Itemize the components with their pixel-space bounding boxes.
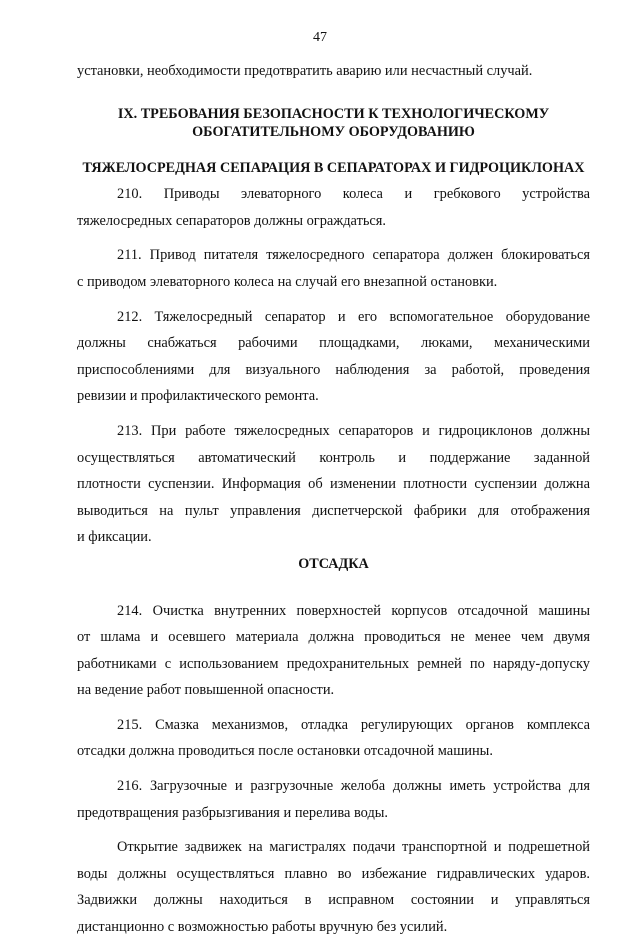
paragraph-line: воды должны осуществляться плавно во избежание гидравлических ударов.	[77, 865, 590, 882]
paragraph-line: плотности суспензии. Информация об изменении плотности суспензии должна	[77, 476, 590, 493]
paragraph-line: ревизии и профилактического ремонта.	[77, 388, 319, 405]
paragraph-line: тяжелосредных сепараторов должны ограждаться.	[77, 212, 387, 229]
paragraph-line: Задвижки должны находиться в исправном состоянии и управляться	[77, 892, 590, 909]
paragraph-line: 216. Загрузочные и разгрузочные желоба должны иметь устройства для	[117, 778, 590, 795]
subheading-heavy-media-separation: ТЯЖЕЛОСРЕДНАЯ СЕПАРАЦИЯ В СЕПАРАТОРАХ И ГИДРОЦИКЛОНАХ	[82, 159, 585, 176]
paragraph-line: осуществляться автоматический контроль и поддержание заданной	[77, 449, 590, 466]
paragraph-line: 212. Тяжелосредный сепаратор и его вспомогательное оборудование	[117, 308, 590, 325]
paragraph-line: от шлама и осевшего материала должна проводиться не менее чем двумя	[77, 629, 590, 646]
paragraph-line: 213. При работе тяжелосредных сепараторов и гидроциклонов должны	[117, 422, 590, 439]
paragraph-line: предотвращения разбрызгивания и перелива воды.	[77, 804, 389, 821]
paragraph-212	[77, 304, 590, 410]
paragraph-line: отсадки должна проводиться после остановки отсадочной машины.	[77, 743, 493, 760]
section-heading-line-2: ОБОГАТИТЕЛЬНОМУ ОБОРУДОВАНИЮ	[192, 123, 475, 140]
section-heading	[77, 105, 590, 141]
paragraph-210	[77, 181, 590, 234]
paragraph-line: и фиксации.	[77, 529, 152, 546]
section-heading-line-1: IX. ТРЕБОВАНИЯ БЕЗОПАСНОСТИ К ТЕХНОЛОГИЧЕСКОМУ	[117, 105, 550, 122]
paragraph-line: дистанционно с возможностью работы вручную без усилий.	[77, 919, 448, 936]
paragraph-line: приспособлениями для визуального наблюдения за работой, проведения	[77, 361, 590, 378]
paragraph-line: 211. Привод питателя тяжелосредного сепаратора должен блокироваться	[117, 247, 590, 264]
paragraph-line: с приводом элеваторного колеса на случай его внезапной остановки.	[77, 273, 498, 290]
paragraph-213	[77, 418, 590, 551]
paragraph-line: выводиться на пульт управления диспетчерской фабрики для отображения	[77, 502, 590, 519]
intro-line: установки, необходимости предотвратить аварию или несчастный случай.	[77, 63, 533, 79]
subheading-jigging: ОТСАДКА	[298, 555, 369, 572]
paragraph-line: должны снабжаться рабочими площадками, люками, механическими	[77, 335, 590, 352]
paragraph-valves	[77, 834, 590, 940]
page-number: 47	[313, 30, 327, 45]
document-body	[77, 58, 590, 941]
paragraph-214	[77, 598, 590, 704]
paragraph-line: 214. Очистка внутренних поверхностей корпусов отсадочной машины	[117, 602, 590, 619]
paragraph-line: Открытие задвижек на магистралях подачи транспортной и подрешетной	[117, 839, 590, 856]
paragraph-216	[77, 773, 590, 826]
paragraph-211	[77, 242, 590, 295]
paragraph-line: 215. Смазка механизмов, отладка регулирующих органов комплекса	[117, 716, 590, 733]
paragraph-line: на ведение работ повышенной опасности.	[77, 682, 335, 699]
paragraph-line: 210. Приводы элеваторного колеса и гребкового устройства	[117, 186, 590, 203]
paragraph-line: работниками с использованием предохранительных ремней по наряду-допуску	[77, 655, 590, 672]
paragraph-215	[77, 712, 590, 765]
